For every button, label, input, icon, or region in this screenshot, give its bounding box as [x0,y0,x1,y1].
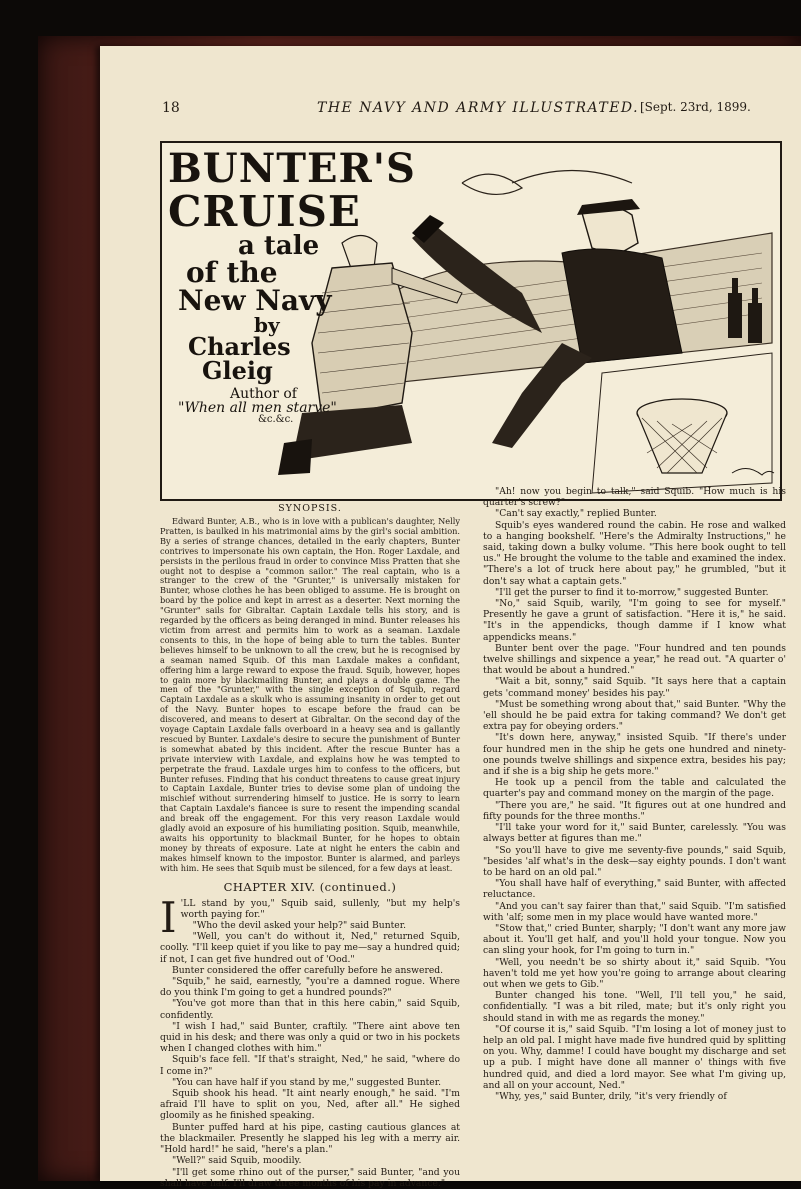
paragraph: "There you are," he said. "It figures out at one hundred and fifty pounds for the three months." [483,799,786,822]
paragraph: He took up a pencil from the table and calculated the quarter's pay and command money on the margin of the page. [483,777,786,800]
title-line-author-of: Author of [230,386,297,402]
paragraph: Squib's eyes wandered round the cabin. He rose and walked to a hanging bookshelf. "Here's the Admiralty Instructions," he said, taking down a bulky volume. "This here book ought to tell us." He brought the volume to the table and examined the index. "There's a lot of truck here about pay," he grumbled, "but it don't say what a captain gets." [483,519,786,587]
paragraph: "You can have half if you stand by me," suggested Bunter. [172,1076,442,1088]
paragraph: "It's down here, anyway," insisted Squib. "If there's under four hundred men in the ship he gets one hundred and ninety-one pounds twelve shillings and sixpence extra, besides his pay; and if she is a big ship he gets more." [483,732,786,778]
title-line-by: by [254,313,280,337]
title-line-new-navy: New Navy [178,284,332,317]
paragraph: "Must be something wrong about that," said Bunter. "Why the 'ell should he be paid extra for taking command? We don't get extra pay for obeying orders." [483,698,786,733]
paragraph: "Ah! now you begin to talk," said Squib. "How much is his quarter's screw?" [483,486,786,509]
paragraph: "Why, yes," said Bunter, drily, "it's very friendly of [495,1090,727,1102]
paragraph: "Squib," he said, earnestly, "you're a damned rogue. Where do you think I'm going to get a hundred pounds?" [160,976,460,999]
title-line-etc: &c.&c. [258,414,294,425]
issue-date: [Sept. 23rd, 1899. [640,100,751,114]
synopsis-text: Edward Bunter, A.B., who is in love with a publican's daughter, Nelly Pratten, is baulked in his matrimonial aims by the girl's social ambition. By a series of strange chances, detailed in the early chapters, Bunter contrives to impersonate his own captain, the Hon. Roger Laxdale, and persists in the perilous fraud in order to convince Miss Pratten that she ought not to despise a "common sailor." The real captain, who is a stranger to the crew of the "Grunter," is universally mistaken for Bunter, whose clothes he has been obliged to assume. He is brought on board by the police and kept in arrest as a deserter. Next morning the "Grunter" sails for Gibraltar. Captain Laxdale tells his story, and is regarded by the officers as being deranged in mind. Bunter releases his victim from arrest and permits him to work as a seaman. Laxdale consents to this, in the hope of being able to turn the tables. Bunter believes himself to be unknown to all the crew, but he is recognised by a seaman named Squib. Of this man Laxdale makes a confidant, offering him a large reward to expose the fraud. Squib, however, hopes to gain more by blackmailing Bunter, and plays a double game. The men of the "Grunter," with the single exception of Squib, regard Captain Laxdale as a skulk who is assuming insanity in order to get out of the Navy. Bunter hopes to escape before the fraud can be discovered, and means to desert at Gibraltar. On the second day of the voyage Captain Laxdale falls overboard in a heavy sea and is gallantly rescued by Bunter. Laxdale's desire to secure the punishment of Bunter is somewhat abated by this incident. After the rescue Bunter has a private interview with Laxdale, and explains how he was tempted to perpetrate the fraud. Laxdale urges him to confess to the officers, but Bunter refuses. Finding that his conduct threatens to cause great injury to Captain Laxdale, Bunter tries to devise some plan of undoing the mischief without surrendering himself to justice. He is sorry to learn that Captain Laxdale's fiancee is sure to resent the impending scandal and break off the engagement. For this very reason Laxdale would gladly avoid an exposure of his humiliating position. Squib, meanwhile, awaits his opportunity to blackmail Bunter, for he hopes to obtain money by threats of exposure. Late at night he enters the cabin and makes himself known to the impostor. Bunter is alarmed, and parleys with him. He sees that Squib must be silenced, for a few days at least. [160,516,460,873]
paragraph: 'LL stand by you," Squib said, sullenly, "but my help's worth paying for." [180,897,460,920]
paragraph: "I wish I had," said Bunter, craftily. "There aint above ten quid in his desk; and there was only a quid or two in his pockets when I changed clothes with him." [160,1020,460,1055]
story-illustration [160,141,782,501]
synopsis-heading: SYNOPSIS. [278,503,342,514]
page-header [162,98,782,120]
title-line-of-the: of the [186,256,278,289]
drop-cap: I [160,892,177,942]
paragraph: Squib's face fell. "If that's straight, Ned," he said, "where do I come in?" [160,1054,460,1077]
title-line-bunters: BUNTER'S [168,145,416,192]
right-column [483,486,786,1102]
paragraph: "Wait a bit, sonny," said Squib. "It says here that a captain gets 'command money' besides his pay." [483,676,786,699]
title-line-a-tale: a tale [238,231,320,261]
paragraph: "Stow that," cried Bunter, sharply; "I don't want any more jaw about it. You'll get half, and you'll hold your tongue. Now you can sling your hook, for I'm going to turn in." [483,922,786,957]
title-line-book-title: "When all men starve" [178,400,337,416]
paragraph: "Who the devil asked your help?" said Bunter. [192,920,407,932]
title-line-author-last: Gleig [202,356,273,385]
title-line-author-first: Charles [188,332,291,361]
paragraph: "Of course it is," said Squib. "I'm losing a lot of money just to help an old pal. I might have made five hundred quid by splitting on you. Why, damme! I could have bought my discharge and set up a pub. I might have done all manner o' things with five hundred quid, and died a lord mayor. See what I'm giving up, and all on your account, Ned." [483,1023,786,1091]
paragraph: "I'll get the purser to find it to-morrow," suggested Bunter. [495,586,769,598]
paragraph: "No," said Squib, warily, "I'm going to see for myself." Presently he gave a grunt of satisfaction. "Here it is," he said. "It's in the appendicks, though damme if I know what appendicks means." [483,598,786,643]
paragraph: "I'll take your word for it," said Bunter, carelessly. "You was always better at figures than me." [483,822,786,845]
magazine-title: THE NAVY AND ARMY ILLUSTRATED. [317,100,640,116]
chapter-heading: CHAPTER XIV. (continued.) [223,879,397,894]
page-number: 18 [162,100,180,116]
paragraph: Squib shook his head. "It aint nearly enough," he said. "I'm afraid I'll have to split on you, Ned, after all." He sighed gloomily as he finished speaking. [160,1088,460,1122]
title-line-cruise: CRUISE [168,187,361,236]
paragraph: "Well, you needn't be so shirty about it," said Squib. "You haven't told me yet how you're going to arrange about clearing out when we gets to Gib." [483,956,786,990]
paragraph: Bunter changed his tone. "Well, I'll tell you," he said, confidentially. "I was a bit riled, mate; but it's only right you should stand in with me as regards the money." [483,990,786,1024]
paragraph: Bunter bent over the page. "Four hundred and ten pounds twelve shillings and sixpence a year," he read out. "A quarter o' that would be about a hundred." [483,642,786,677]
paragraph: "You shall have half of everything," said Bunter, with affected reluctance. [483,878,786,901]
left-column [160,503,460,1189]
paragraph: "So you'll have to give me seventy-five pounds," said Squib, "besides 'alf what's in the desk—say eighty pounds. I don't want to be hard on an old pal." [483,844,786,878]
paragraph: Bunter considered the offer carefully before he answered. [172,964,444,976]
paragraph: Bunter puffed hard at his pipe, casting cautious glances at the blackmailer. Presently he slapped his leg with a merry air. "Hold hard!" he said, "here's a plan." [160,1121,460,1156]
magazine-page [100,46,801,1189]
paragraph: "And you can't say fairer than that," said Squib. "I'm satisfied with 'alf; some men in my place would have wanted more." [483,900,786,923]
paragraph: "Well?" said Squib, moodily. [172,1155,302,1167]
paragraph: "I'll get some rhino out of the purser," said Bunter, "and you shall have half. I'll draw three months of his pay in advance." [160,1166,460,1189]
paragraph: "You've got more than that in this here cabin," said Squib, confidently. [160,998,460,1021]
illustration-title [168,145,416,425]
paragraph: "Well, you can't do without it, Ned," returned Squib, coolly. "I'll keep quiet if you like to pay me—say a hundred quid; if not, I can get five hundred out of 'Ood." [160,931,460,965]
paragraph: "Can't say exactly," replied Bunter. [495,508,657,520]
